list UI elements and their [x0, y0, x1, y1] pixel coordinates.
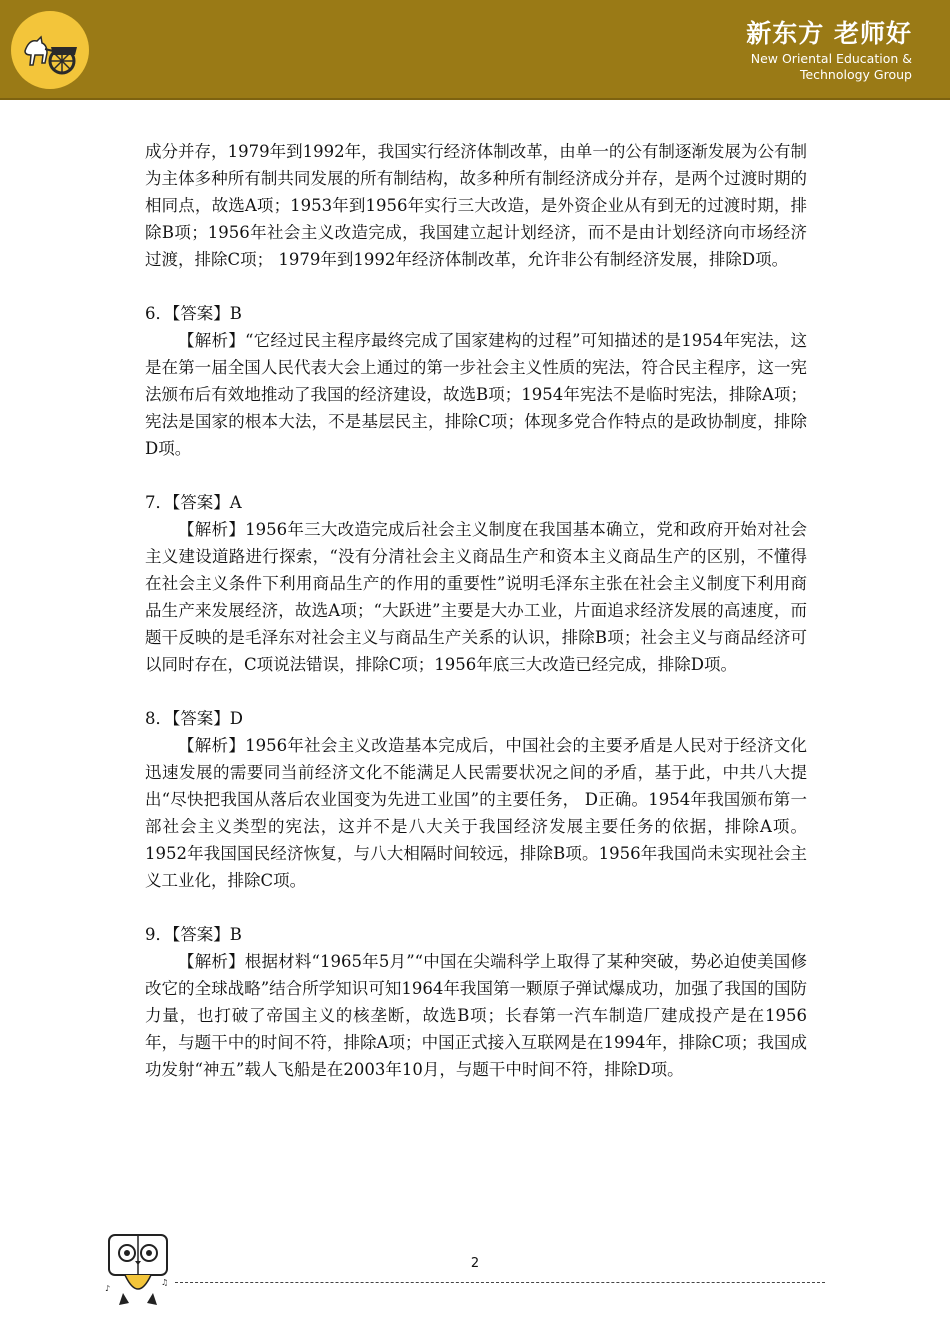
- answer-label: 【答案】D: [172, 709, 243, 728]
- brand-title-en-line2: Technology Group: [799, 67, 912, 82]
- explanation-text: 【解析】“它经过民主程序最终完成了国家建构的过程”可知描述的是1954年宪法，这是在第一届全国人民代表大会上通过的第一步社会主义性质的宪法，符合民主程序，这一宪法颁布后有效地推动了我国的经济建设，故选B项；1954年宪法不是临时宪法，排除A项；宪法是国家的根本大法，不是基层民主，排除C项；体现多党合作特点的是政协制度，排除D项。: [145, 331, 807, 458]
- question-number: 6．: [145, 304, 172, 323]
- page-number: 2: [470, 1256, 480, 1271]
- question-block-8: [145, 705, 807, 894]
- question-block-9: [145, 921, 807, 1083]
- question-block-6: [145, 300, 807, 462]
- question-number: 8．: [145, 709, 172, 728]
- svg-text:♪: ♪: [105, 1284, 111, 1293]
- answer-line: [145, 921, 807, 948]
- answer-label: 【答案】A: [172, 493, 242, 512]
- answer-label: 【答案】B: [172, 304, 242, 323]
- answer-label: 【答案】B: [172, 925, 242, 944]
- brand-title-cn: 新东方 老师好: [746, 19, 912, 48]
- explanation-text: 【解析】1956年社会主义改造基本完成后，中国社会的主要矛盾是人民对于经济文化迅速发展的需要同当前经济文化不能满足人民需要状况之间的矛盾，基于此，中共八大提出“尽快把我国从落后农业国变为先进工业国”的主要任务， D正确。1954年我国颁布第一部社会主义类型的宪法，这并不是八大关于我国经济发展主要任务的依据，排除A项。1952年我国国民经济恢复，与八大相隔时间较远，排除B项。1956年我国尚未实现社会主义工业化，排除C项。: [145, 736, 807, 890]
- explanation-text: 【解析】根据材料“1965年5月”“中国在尖端科学上取得了某种突破，势必迫使美国修改它的全球战略”结合所学知识可知1964年我国第一颗原子弹试爆成功，加强了我国的国防力量，也打破了帝国主义的核垄断，故选B项；长春第一汽车制造厂建成投产是在1956年，与题干中的时间不符，排除A项；中国正式接入互联网是在1994年，排除C项；我国成功发射“神五”载人飞船是在2003年10月，与题干中时间不符，排除D项。: [145, 952, 807, 1079]
- answer-line: [145, 705, 807, 732]
- brand-title-en-line1: New Oriental Education &: [750, 51, 912, 66]
- svg-text:♫: ♫: [161, 1278, 169, 1287]
- answer-line: [145, 300, 807, 327]
- document-body: [145, 138, 807, 1083]
- owl-reading-mascot-icon: [103, 1233, 173, 1317]
- horse-carriage-logo-icon: [11, 11, 89, 89]
- question-block-7: [145, 489, 807, 678]
- footer-dashed-divider: [175, 1282, 825, 1283]
- question-number: 9．: [145, 925, 172, 944]
- question-number: 7．: [145, 493, 172, 512]
- page-header: [0, 0, 950, 100]
- answer-line: [145, 489, 807, 516]
- explanation-text: 【解析】1956年三大改造完成后社会主义制度在我国基本确立，党和政府开始对社会主义建设道路进行探索，“没有分清社会主义商品生产和资本主义商品生产的区别，不懂得在社会主义条件下利用商品生产的作用的重要性”说明毛泽东主张在社会主义制度下利用商品生产来发展经济，故选A项；“大跃进”主要是大办工业，片面追求经济发展的高速度，而题干反映的是毛泽东对社会主义与商品生产关系的认识，排除B项；社会主义与商品经济可以同时存在，C项说法错误，排除C项；1956年底三大改造已经完成，排除D项。: [145, 520, 807, 674]
- intro-paragraph: 成分并存，1979年到1992年，我国实行经济体制改革，由单一的公有制逐渐发展为公有制为主体多种所有制共同发展的所有制结构，故多种所有制经济成分并存，是两个过渡时期的相同点，故选A项；1953年到1956年实行三大改造，是外资企业从有到无的过渡时期，排除B项；1956年社会主义改造完成，我国建立起计划经济，而不是由计划经济向市场经济过渡，排除C项； 1979年到1992年经济体制改革，允许非公有制经济发展，排除D项。: [145, 142, 807, 269]
